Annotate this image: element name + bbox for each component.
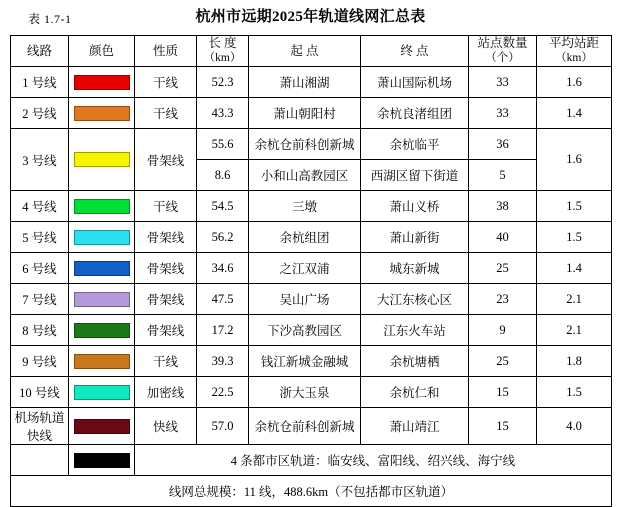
line-color-cell xyxy=(69,67,135,98)
line-color-cell xyxy=(69,191,135,222)
rail-network-table xyxy=(10,35,612,507)
table-row xyxy=(11,408,612,445)
line-name: 机场轨道快线 xyxy=(11,408,69,445)
line-stations: 25 xyxy=(469,346,537,377)
line-color-cell xyxy=(69,377,135,408)
col-header-avg-label: 平均站距 xyxy=(548,36,599,50)
line-stations: 40 xyxy=(469,222,537,253)
line-avg-spacing: 4.0 xyxy=(537,408,612,445)
line-color-cell xyxy=(69,408,135,445)
color-swatch xyxy=(74,453,130,468)
line-start: 三墩 xyxy=(249,191,361,222)
line-nature: 骨架线 xyxy=(135,129,197,191)
line-stations: 9 xyxy=(469,315,537,346)
line-color-cell xyxy=(69,129,135,191)
line-start: 余杭仓前科创新城 xyxy=(249,129,361,160)
page-title: 杭州市远期2025年轨道线网汇总表 xyxy=(195,9,426,25)
line-nature: 干线 xyxy=(135,98,197,129)
line-length: 52.3 xyxy=(197,67,249,98)
line-avg-spacing: 1.6 xyxy=(537,67,612,98)
line-avg-spacing: 2.1 xyxy=(537,315,612,346)
line-avg-spacing: 2.1 xyxy=(537,284,612,315)
line-end: 江东火车站 xyxy=(361,315,469,346)
table-header-row xyxy=(11,36,612,67)
document-header xyxy=(10,6,611,32)
line-stations: 33 xyxy=(469,67,537,98)
line-name: 3 号线 xyxy=(11,129,69,191)
color-swatch xyxy=(74,230,130,245)
table-row xyxy=(11,284,612,315)
line-start: 余杭组团 xyxy=(249,222,361,253)
line-end: 大江东核心区 xyxy=(361,284,469,315)
line-avg-spacing: 1.4 xyxy=(537,253,612,284)
intercity-color-cell xyxy=(69,445,135,476)
line-length: 47.5 xyxy=(197,284,249,315)
line-color-cell xyxy=(69,98,135,129)
line-length: 8.6 xyxy=(197,160,249,191)
line-nature: 骨架线 xyxy=(135,284,197,315)
col-header-stations-label: 站点数量 xyxy=(477,36,528,50)
line-start: 小和山高教园区 xyxy=(249,160,361,191)
line-name: 8 号线 xyxy=(11,315,69,346)
line-length: 39.3 xyxy=(197,346,249,377)
line-avg-spacing: 1.5 xyxy=(537,222,612,253)
line-end: 余杭良渚组团 xyxy=(361,98,469,129)
line-end: 萧山靖江 xyxy=(361,408,469,445)
line-color-cell xyxy=(69,284,135,315)
line-name: 10 号线 xyxy=(11,377,69,408)
line-color-cell xyxy=(69,253,135,284)
col-header-length xyxy=(197,36,249,67)
line-stations: 5 xyxy=(469,160,537,191)
color-swatch xyxy=(74,354,130,369)
color-swatch xyxy=(74,261,130,276)
intercity-note: 4 条都市区轨道：临安线、富阳线、绍兴线、海宁线 xyxy=(135,445,612,476)
col-header-stations xyxy=(469,36,537,67)
col-header-nature-label: 性质 xyxy=(152,43,178,58)
line-end: 余杭临平 xyxy=(361,129,469,160)
col-header-color-label: 颜色 xyxy=(88,43,114,58)
line-stations: 15 xyxy=(469,377,537,408)
line-avg-spacing: 1.5 xyxy=(537,191,612,222)
line-length: 56.2 xyxy=(197,222,249,253)
color-swatch xyxy=(74,199,130,214)
col-header-start xyxy=(249,36,361,67)
line-length: 22.5 xyxy=(197,377,249,408)
table-row xyxy=(11,191,612,222)
table-row xyxy=(11,315,612,346)
table-row xyxy=(11,129,612,160)
col-header-color xyxy=(69,36,135,67)
col-header-end xyxy=(361,36,469,67)
intercity-row xyxy=(11,445,612,476)
line-stations: 23 xyxy=(469,284,537,315)
line-color-cell xyxy=(69,346,135,377)
line-end: 余杭仁和 xyxy=(361,377,469,408)
table-row xyxy=(11,98,612,129)
table-row xyxy=(11,253,612,284)
col-header-nature xyxy=(135,36,197,67)
line-start: 余杭仓前科创新城 xyxy=(249,408,361,445)
line-end: 萧山新街 xyxy=(361,222,469,253)
line-stations: 38 xyxy=(469,191,537,222)
line-end: 西湖区留下街道 xyxy=(361,160,469,191)
line-stations: 25 xyxy=(469,253,537,284)
table-row xyxy=(11,67,612,98)
col-header-start-label: 起 点 xyxy=(290,43,319,58)
line-start: 下沙高教园区 xyxy=(249,315,361,346)
line-nature: 干线 xyxy=(135,191,197,222)
line-nature: 骨架线 xyxy=(135,222,197,253)
line-length: 43.3 xyxy=(197,98,249,129)
table-row xyxy=(11,346,612,377)
table-number: 表 1.7-1 xyxy=(28,12,72,26)
line-avg-spacing: 1.6 xyxy=(537,129,612,191)
color-swatch xyxy=(74,292,130,307)
color-swatch xyxy=(74,75,130,90)
line-length: 55.6 xyxy=(197,129,249,160)
line-name: 2 号线 xyxy=(11,98,69,129)
col-header-avg-unit: （km） xyxy=(555,52,593,64)
table-row xyxy=(11,377,612,408)
network-total-note: 线网总规模：11 线，488.6km（不包括都市区轨道） xyxy=(11,476,612,507)
line-color-cell xyxy=(69,222,135,253)
total-row xyxy=(11,476,612,507)
line-start: 萧山朝阳村 xyxy=(249,98,361,129)
line-start: 浙大玉泉 xyxy=(249,377,361,408)
line-start: 之江双浦 xyxy=(249,253,361,284)
line-avg-spacing: 1.8 xyxy=(537,346,612,377)
line-avg-spacing: 1.4 xyxy=(537,98,612,129)
col-header-length-label: 长 度 xyxy=(208,36,237,50)
line-nature: 骨架线 xyxy=(135,315,197,346)
line-nature: 加密线 xyxy=(135,377,197,408)
line-length: 34.6 xyxy=(197,253,249,284)
line-stations: 33 xyxy=(469,98,537,129)
line-start: 萧山湘湖 xyxy=(249,67,361,98)
col-header-line-label: 线路 xyxy=(26,43,52,58)
line-length: 17.2 xyxy=(197,315,249,346)
line-color-cell xyxy=(69,315,135,346)
table-row xyxy=(11,222,612,253)
line-stations: 15 xyxy=(469,408,537,445)
color-swatch xyxy=(74,106,130,121)
col-header-avg xyxy=(537,36,612,67)
color-swatch xyxy=(74,152,130,167)
line-end: 萧山义桥 xyxy=(361,191,469,222)
line-name: 9 号线 xyxy=(11,346,69,377)
line-nature: 干线 xyxy=(135,346,197,377)
line-nature: 骨架线 xyxy=(135,253,197,284)
line-name: 7 号线 xyxy=(11,284,69,315)
line-avg-spacing: 1.5 xyxy=(537,377,612,408)
col-header-stations-unit: （个） xyxy=(485,52,520,64)
line-nature: 快线 xyxy=(135,408,197,445)
color-swatch xyxy=(74,385,130,400)
line-end: 城东新城 xyxy=(361,253,469,284)
col-header-line xyxy=(11,36,69,67)
line-nature: 干线 xyxy=(135,67,197,98)
line-start: 钱江新城金融城 xyxy=(249,346,361,377)
line-name: 1 号线 xyxy=(11,67,69,98)
line-end: 萧山国际机场 xyxy=(361,67,469,98)
line-stations: 36 xyxy=(469,129,537,160)
line-start: 吴山广场 xyxy=(249,284,361,315)
line-length: 54.5 xyxy=(197,191,249,222)
color-swatch xyxy=(74,323,130,338)
line-name: 5 号线 xyxy=(11,222,69,253)
line-name: 6 号线 xyxy=(11,253,69,284)
col-header-length-unit: （km） xyxy=(203,52,242,64)
intercity-blank-cell xyxy=(11,445,69,476)
color-swatch xyxy=(74,419,130,434)
col-header-end-label: 终 点 xyxy=(400,43,429,58)
line-name: 4 号线 xyxy=(11,191,69,222)
line-length: 57.0 xyxy=(197,408,249,445)
line-end: 余杭塘栖 xyxy=(361,346,469,377)
